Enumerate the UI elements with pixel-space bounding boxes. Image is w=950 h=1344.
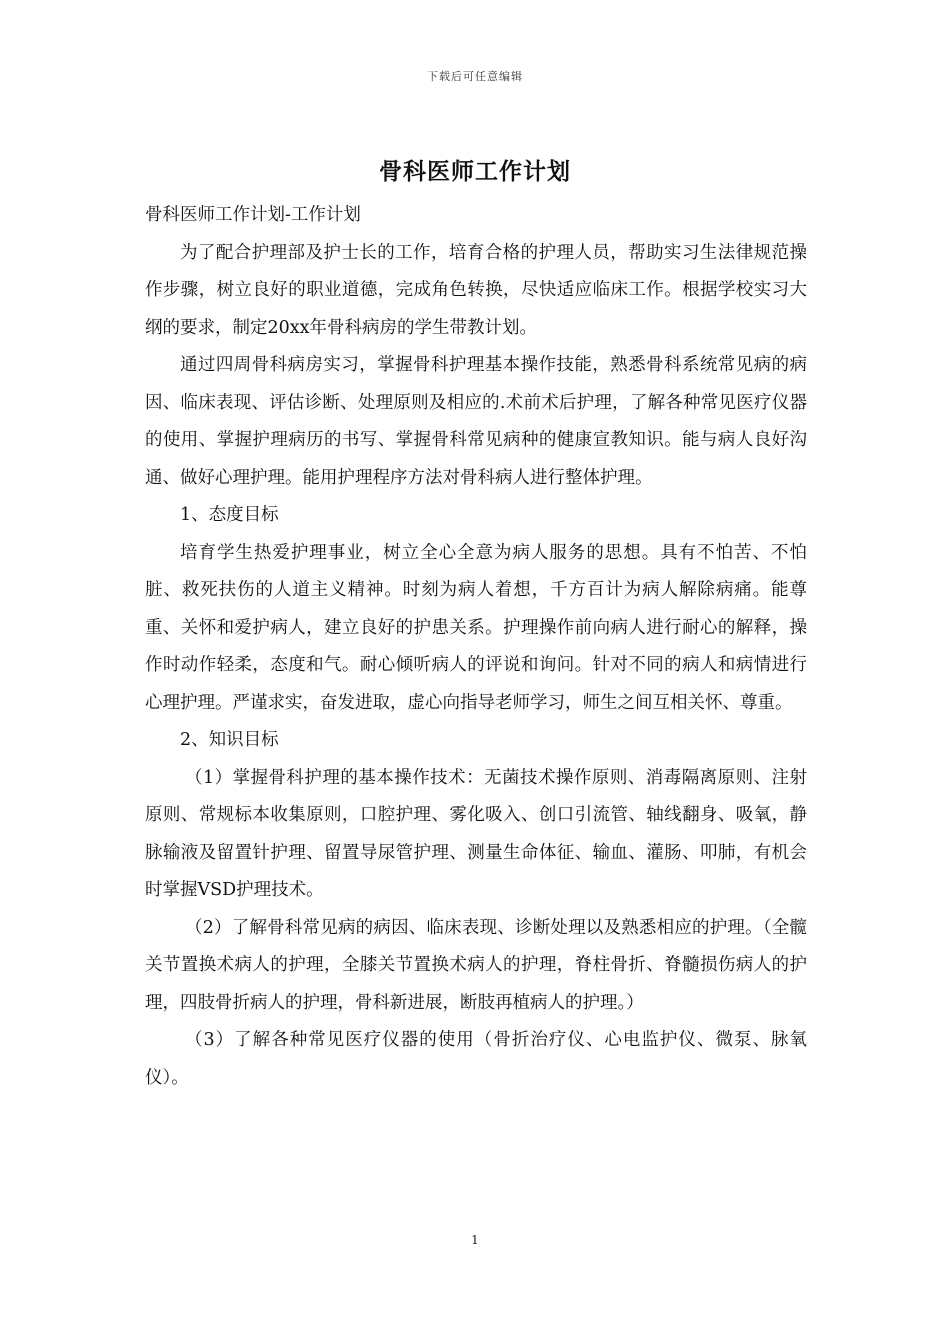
document-title: 骨科医师工作计划 — [379, 158, 571, 185]
header-note: 下载后可任意编辑 — [427, 70, 523, 83]
section-heading-knowledge: 2、知识目标 — [180, 730, 279, 750]
document-body — [145, 197, 807, 1097]
paragraph-intro: 为了配合护理部及护士长的工作，培育合格的护理人员，帮助实习生法律规范操作步骤，树立良好的职业道德，完成角色转换，尽快适应临床工作。根据学校实习大纲的要求，制定20xx年骨科病房的学生带教计划。 — [145, 242, 807, 338]
list-item-knowledge-3: （3）了解各种常见医疗仪器的使用（骨折治疗仪、心电监护仪、微泵、脉氧仪）。 — [145, 1030, 807, 1088]
paragraph-attitude: 培育学生热爱护理事业，树立全心全意为病人服务的思想。具有不怕苦、不怕脏、救死扶伤的人道主义精神。时刻为病人着想，千方百计为病人解除病痛。能尊重、关怀和爱护病人，建立良好的护患关系。护理操作前向病人进行耐心的解释，操作时动作轻柔，态度和气。耐心倾听病人的评说和询问。针对不同的病人和病情进行心理护理。严谨求实，奋发进取，虚心向指导老师学习，师生之间互相关怀、尊重。 — [145, 542, 807, 713]
section-heading-attitude: 1、态度目标 — [180, 505, 279, 525]
paragraph-overview: 通过四周骨科病房实习，掌握骨科护理基本操作技能，熟悉骨科系统常见病的病因、临床表现、评估诊断、处理原则及相应的.术前术后护理，了解各种常见医疗仪器的使用、掌握护理病历的书写、掌握骨科常见病种的健康宣教知识。能与病人良好沟通、做好心理护理。能用护理程序方法对骨科病人进行整体护理。 — [145, 355, 807, 488]
subtitle: 骨科医师工作计划-工作计划 — [145, 205, 361, 225]
list-item-knowledge-2: （2）了解骨科常见病的病因、临床表现、诊断处理以及熟悉相应的护理。（全髋关节置换术病人的护理，全膝关节置换术病人的护理，脊柱骨折、脊髓损伤病人的护理，四肢骨折病人的护理，骨科新进展，断肢再植病人的护理。） — [145, 917, 807, 1013]
list-item-knowledge-1: （1）掌握骨科护理的基本操作技术：无菌技术操作原则、消毒隔离原则、注射原则、常规标本收集原则，口腔护理、雾化吸入、创口引流管、轴线翻身、吸氧，静脉输液及留置针护理、留置导尿管护理、测量生命体征、输血、灌肠、叩肺，有机会时掌握VSD护理技术。 — [145, 767, 807, 900]
page-number: 1 — [471, 1233, 479, 1247]
